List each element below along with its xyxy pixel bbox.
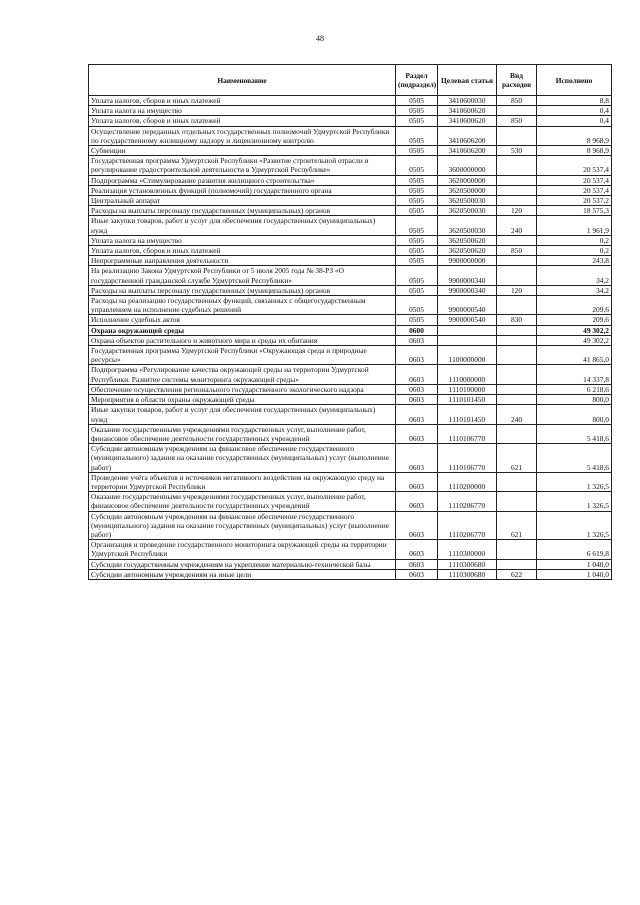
cell-name: Уплата налогов, сборов и иных платежей: [89, 116, 396, 126]
header-amount: Исполнено: [537, 65, 612, 96]
cell-target: 3600000000: [438, 156, 497, 175]
cell-amount: 1 326,5: [537, 492, 612, 511]
cell-target: 3410600030: [438, 96, 497, 106]
table-row: [89, 569, 612, 579]
cell-name: Субсидии автономным учреждениям на финансовое обеспечение государственного (муниципального) задания на оказание государственных (муниципальных) услуг (выполнение работ): [89, 444, 396, 473]
cell-name: Осуществление переданных отдельных государственных полномочий Удмуртской Республики по государственному жилищному надзору и лицензионному контролю: [89, 126, 396, 145]
table-row: [89, 472, 612, 491]
cell-kind: [497, 472, 537, 491]
cell-section: 0505: [396, 196, 438, 206]
cell-amount: 8,8: [537, 96, 612, 106]
cell-amount: 49 302,2: [537, 325, 612, 335]
cell-section: 0603: [396, 569, 438, 579]
cell-name: Расходы на выплаты персоналу государственных (муниципальных) органов: [89, 206, 396, 216]
cell-name: Исполнение судебных актов: [89, 315, 396, 325]
cell-target: 1110101450: [438, 395, 497, 405]
table-row: [89, 325, 612, 335]
cell-name: Непрограммные направления деятельности: [89, 256, 396, 266]
cell-target: 1110300000: [438, 540, 497, 559]
cell-section: 0505: [396, 266, 438, 285]
cell-amount: 1 326,5: [537, 472, 612, 491]
cell-target: 3620500030: [438, 216, 497, 235]
cell-name: Охрана объектов растительного и животного мира и среды их обитания: [89, 335, 396, 345]
table-row: [89, 296, 612, 315]
cell-section: 0505: [396, 235, 438, 245]
cell-kind: 850: [497, 96, 537, 106]
cell-section: 0603: [396, 335, 438, 345]
cell-target: 9900000340: [438, 266, 497, 285]
cell-section: 0505: [396, 116, 438, 126]
table-row: [89, 175, 612, 185]
cell-target: 3410600620: [438, 106, 497, 116]
cell-amount: 8 968,9: [537, 126, 612, 145]
cell-section: 0603: [396, 346, 438, 365]
cell-amount: 1 040,0: [537, 569, 612, 579]
cell-amount: 14 337,8: [537, 365, 612, 384]
cell-section: 0505: [396, 285, 438, 295]
table-row: [89, 196, 612, 206]
cell-target: 1110101450: [438, 405, 497, 424]
header-section: Раздел (подраздел): [396, 65, 438, 96]
cell-section: 0603: [396, 444, 438, 473]
cell-kind: [497, 346, 537, 365]
cell-name: Уплата налога на имущество: [89, 235, 396, 245]
cell-name: Государственная программа Удмуртской Республики «Окружающая среда и природные ресурсы»: [89, 346, 396, 365]
page-number: 48: [316, 34, 324, 43]
cell-name: Подпрограмма «Регулирование качества окружающей среды на территории Удмуртской Республики. Развитие системы мониторинга окружающей среды»: [89, 365, 396, 384]
cell-name: Обеспечение осуществления регионального государственного экологического надзора: [89, 384, 396, 394]
cell-amount: 1 326,5: [537, 511, 612, 540]
cell-name: Охрана окружающей среды: [89, 325, 396, 335]
cell-kind: [497, 424, 537, 443]
cell-kind: [497, 325, 537, 335]
cell-name: Оказание государственными учреждениями государственных услуг, выполнение работ, финансовое обеспечение деятельности государственных учреждений: [89, 424, 396, 443]
cell-amount: 0,2: [537, 246, 612, 256]
table-row: [89, 395, 612, 405]
cell-kind: [497, 559, 537, 569]
cell-kind: 850: [497, 246, 537, 256]
cell-section: 0603: [396, 559, 438, 569]
cell-section: 0505: [396, 146, 438, 156]
cell-name: Подпрограмма «Стимулирование развития жилищного строительства»: [89, 175, 396, 185]
table-row: [89, 424, 612, 443]
cell-amount: 20 537,2: [537, 196, 612, 206]
cell-target: 9900000540: [438, 315, 497, 325]
cell-amount: 209,6: [537, 315, 612, 325]
cell-section: 0603: [396, 424, 438, 443]
table-row: [89, 540, 612, 559]
table-row: [89, 216, 612, 235]
cell-kind: 530: [497, 146, 537, 156]
cell-kind: 120: [497, 285, 537, 295]
cell-kind: 830: [497, 315, 537, 325]
cell-kind: [497, 540, 537, 559]
cell-target: 1110106770: [438, 444, 497, 473]
table-row: [89, 96, 612, 106]
cell-target: 1110100000: [438, 384, 497, 394]
cell-target: 1110206770: [438, 492, 497, 511]
cell-kind: [497, 256, 537, 266]
cell-amount: 6 218,6: [537, 384, 612, 394]
cell-kind: [497, 384, 537, 394]
cell-name: Иные закупки товаров, работ и услуг для обеспечения государственных (муниципальных) нужд: [89, 216, 396, 235]
budget-table: [88, 64, 612, 580]
cell-amount: 1 961,9: [537, 216, 612, 235]
cell-target: 3620500030: [438, 206, 497, 216]
cell-target: 3410600620: [438, 116, 497, 126]
cell-kind: [497, 106, 537, 116]
cell-amount: 5 418,6: [537, 444, 612, 473]
cell-target: 1110000000: [438, 365, 497, 384]
cell-section: 0603: [396, 492, 438, 511]
cell-kind: [497, 335, 537, 345]
cell-target: 3620500620: [438, 246, 497, 256]
table-header: [89, 65, 612, 96]
cell-section: 0505: [396, 126, 438, 145]
cell-target: 3410606200: [438, 146, 497, 156]
cell-name: Центральный аппарат: [89, 196, 396, 206]
cell-target: 1110206770: [438, 511, 497, 540]
cell-amount: 0,4: [537, 106, 612, 116]
cell-kind: 240: [497, 216, 537, 235]
cell-name: Проведение учёта объектов и источников негативного воздействия на окружающую среду на территории Удмуртской Республики: [89, 472, 396, 491]
cell-amount: 800,0: [537, 395, 612, 405]
table-row: [89, 444, 612, 473]
cell-name: Субсидии автономным учреждениям на иные цели: [89, 569, 396, 579]
cell-amount: 34,2: [537, 285, 612, 295]
cell-kind: [497, 175, 537, 185]
header-row: [89, 65, 612, 96]
cell-name: Уплата налогов, сборов и иных платежей: [89, 96, 396, 106]
cell-target: [438, 335, 497, 345]
cell-kind: 622: [497, 569, 537, 579]
cell-name: На реализацию Закона Удмуртской Республики от 5 июля 2005 года № 38-РЗ «О государственной гражданской службе Удмуртской Республики»: [89, 266, 396, 285]
table-row: [89, 511, 612, 540]
cell-target: 3620500000: [438, 185, 497, 195]
cell-target: 9900000340: [438, 285, 497, 295]
cell-amount: 20 537,4: [537, 156, 612, 175]
cell-section: 0505: [396, 296, 438, 315]
cell-section: 0603: [396, 540, 438, 559]
cell-amount: 8 968,9: [537, 146, 612, 156]
cell-name: Организация и проведение государственного мониторинга окружающей среды на территории Удмуртской Республики: [89, 540, 396, 559]
table-row: [89, 285, 612, 295]
cell-target: 1110106770: [438, 424, 497, 443]
cell-target: 9900000540: [438, 296, 497, 315]
cell-amount: 0,4: [537, 116, 612, 126]
cell-target: 3620500620: [438, 235, 497, 245]
table-row: [89, 146, 612, 156]
cell-amount: 20 537,4: [537, 175, 612, 185]
cell-section: 0505: [396, 216, 438, 235]
cell-name: Субсидии автономным учреждениям на финансовое обеспечение государственного (муниципального) задания на оказание государственных (муниципальных) услуг (выполнение работ): [89, 511, 396, 540]
cell-target: 3620500030: [438, 196, 497, 206]
cell-section: 0603: [396, 395, 438, 405]
cell-section: 0603: [396, 511, 438, 540]
table-row: [89, 185, 612, 195]
cell-amount: 209,6: [537, 296, 612, 315]
cell-amount: 18 575,3: [537, 206, 612, 216]
cell-name: Оказание государственными учреждениями государственных услуг, выполнение работ, финансовое обеспечение деятельности государственных учреждений: [89, 492, 396, 511]
cell-section: 0603: [396, 405, 438, 424]
cell-name: Расходы на реализацию государственных функций, связанных с общегосударственным управлением на исполнение судебных решений: [89, 296, 396, 315]
cell-target: 1110300680: [438, 569, 497, 579]
cell-kind: [497, 156, 537, 175]
cell-kind: 240: [497, 405, 537, 424]
table-row: [89, 384, 612, 394]
table-row: [89, 156, 612, 175]
cell-target: 1100000000: [438, 346, 497, 365]
cell-name: Мероприятия в области охраны окружающей среды: [89, 395, 396, 405]
cell-target: 1110200000: [438, 472, 497, 491]
table-row: [89, 235, 612, 245]
cell-kind: 621: [497, 511, 537, 540]
cell-kind: [497, 365, 537, 384]
cell-kind: 850: [497, 116, 537, 126]
cell-kind: [497, 185, 537, 195]
cell-section: 0603: [396, 472, 438, 491]
cell-kind: [497, 492, 537, 511]
cell-amount: 1 040,0: [537, 559, 612, 569]
cell-amount: 800,0: [537, 405, 612, 424]
cell-target: [438, 325, 497, 335]
cell-target: 9900000000: [438, 256, 497, 266]
table-row: [89, 346, 612, 365]
cell-name: Субвенции: [89, 146, 396, 156]
cell-name: Реализация установленных функций (полномочий) государственного органа: [89, 185, 396, 195]
cell-section: 0505: [396, 106, 438, 116]
cell-kind: [497, 395, 537, 405]
cell-kind: [497, 126, 537, 145]
cell-target: 3620000000: [438, 175, 497, 185]
table-row: [89, 106, 612, 116]
table-row: [89, 206, 612, 216]
cell-amount: 49 302,2: [537, 335, 612, 345]
cell-name: Иные закупки товаров, работ и услуг для обеспечения государственных (муниципальных) нужд: [89, 405, 396, 424]
cell-section: 0600: [396, 325, 438, 335]
cell-amount: 34,2: [537, 266, 612, 285]
table-row: [89, 116, 612, 126]
table-row: [89, 492, 612, 511]
cell-target: 1110300680: [438, 559, 497, 569]
cell-amount: 5 418,6: [537, 424, 612, 443]
cell-target: 3410606200: [438, 126, 497, 145]
header-target: Целевая статья: [438, 65, 497, 96]
cell-name: Государственная программа Удмуртской Республики «Развитие строительной отрасли и регулирование градостроительной деятельности в Удмуртской Республике»: [89, 156, 396, 175]
cell-section: 0505: [396, 246, 438, 256]
cell-section: 0505: [396, 256, 438, 266]
header-kind: Вид расходов: [497, 65, 537, 96]
cell-amount: 20 537,4: [537, 185, 612, 195]
cell-amount: 6 619,8: [537, 540, 612, 559]
cell-kind: 621: [497, 444, 537, 473]
cell-section: 0505: [396, 315, 438, 325]
table-row: [89, 315, 612, 325]
table-row: [89, 559, 612, 569]
cell-name: Расходы на выплаты персоналу государственных (муниципальных) органов: [89, 285, 396, 295]
header-name: Наименование: [89, 65, 396, 96]
cell-kind: [497, 235, 537, 245]
table-row: [89, 126, 612, 145]
cell-kind: [497, 266, 537, 285]
cell-section: 0603: [396, 365, 438, 384]
cell-name: Субсидии государственным учреждениям на укрепление материально-технической базы: [89, 559, 396, 569]
table-row: [89, 365, 612, 384]
cell-amount: 0,2: [537, 235, 612, 245]
cell-section: 0505: [396, 185, 438, 195]
cell-section: 0505: [396, 96, 438, 106]
cell-amount: 243,8: [537, 256, 612, 266]
cell-name: Уплата налога на имущество: [89, 106, 396, 116]
cell-amount: 41 865,0: [537, 346, 612, 365]
table-body: [89, 96, 612, 580]
table-row: [89, 246, 612, 256]
table-row: [89, 335, 612, 345]
cell-name: Уплата налогов, сборов и иных платежей: [89, 246, 396, 256]
cell-kind: 120: [497, 206, 537, 216]
cell-section: 0505: [396, 206, 438, 216]
table-row: [89, 256, 612, 266]
table-row: [89, 405, 612, 424]
cell-kind: [497, 196, 537, 206]
cell-section: 0505: [396, 156, 438, 175]
cell-section: 0505: [396, 175, 438, 185]
cell-section: 0603: [396, 384, 438, 394]
cell-kind: [497, 296, 537, 315]
table-row: [89, 266, 612, 285]
